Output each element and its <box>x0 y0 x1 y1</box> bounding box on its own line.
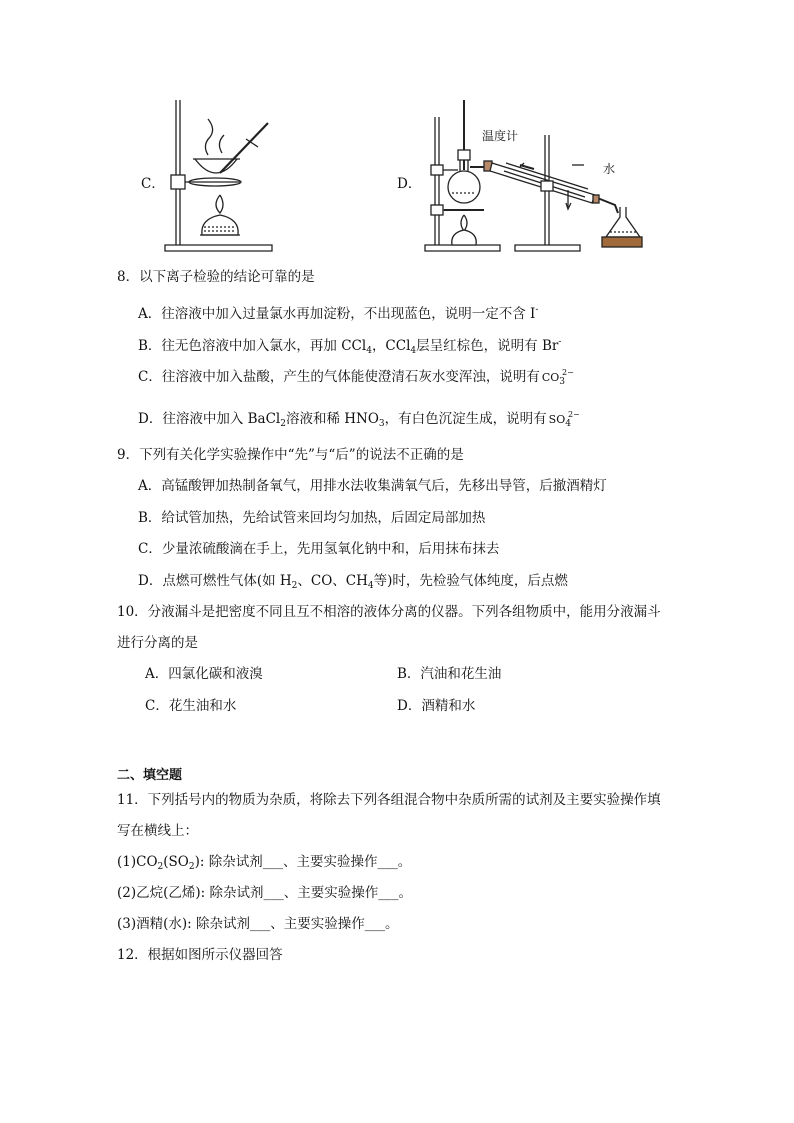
figure-c-label: C． <box>141 176 165 192</box>
carbonate-ion: $CO_3^{2-}$ <box>541 368 574 387</box>
q11-stem-line2: 写在横线上： <box>117 823 198 839</box>
q8-option-c: C．往溶液中加入盐酸，产生的气体能使澄清石灰水变浑浊，说明有 $CO_3^{2-}$ <box>138 368 574 387</box>
q9-option-d: D．点燃可燃性气体(如 $H_2$、CO、$CH_4$等)时，先检验气体纯度，后点燃 <box>138 573 568 591</box>
sulfate-ion: $SO_4^{2-}$ <box>548 410 580 429</box>
figure-d-distillation-apparatus <box>420 95 650 260</box>
q9-stem: 9．下列有关化学实验操作中“先”与“后”的说法不正确的是 <box>117 447 464 463</box>
q9-option-a: A．高锰酸钾加热制备氧气，用排水法收集满氧气后，先移出导管，后撤酒精灯 <box>138 478 607 494</box>
q10-stem-line1: 10．分液漏斗是把密度不同且互不相溶的液体分离的仪器。下列各组物质中，能用分液漏斗 <box>117 604 661 620</box>
q11-item-3: (3)酒精(水): 除杂试剂___、主要实验操作___。 <box>117 916 399 932</box>
q10-option-c: C．花生油和水 <box>145 698 237 714</box>
q10-option-a: A．四氯化碳和液溴 <box>145 666 263 682</box>
q11-item-1: $(1)CO_2(SO_2)$: 除杂试剂___、主要实验操作___。 <box>117 854 412 872</box>
figure-c-evaporation-apparatus <box>160 95 280 255</box>
q9-option-b: B．给试管加热，先给试管来回均匀加热，后固定局部加热 <box>138 510 486 526</box>
figure-d-label: D． <box>397 176 422 192</box>
q8-option-a: A．往溶液中加入过量氯水再加淀粉，不出现蓝色，说明一定不含 I- <box>138 305 539 322</box>
water-label: 水 <box>603 162 616 176</box>
q9-option-c: C．少量浓硫酸滴在手上，先用氢氧化钠中和，后用抹布抹去 <box>138 541 500 557</box>
q11-stem-line1: 11．下列括号内的物质为杂质，将除去下列各组混合物中杂质所需的试剂及主要实验操作填 <box>117 792 661 808</box>
q10-stem-line2: 进行分离的是 <box>117 635 198 651</box>
q10-option-b: B．汽油和花生油 <box>397 666 502 682</box>
q11-item-2: (2)乙烷(乙烯): 除杂试剂___、主要实验操作___。 <box>117 885 412 901</box>
q12-stem: 12．根据如图所示仪器回答 <box>117 947 283 963</box>
q10-option-d: D．酒精和水 <box>397 698 476 714</box>
q8-option-b: B．往无色溶液中加入氯水，再加 CCl$_4$，CCl$_4$层呈红棕色，说明有 Br- <box>138 337 562 356</box>
section-title-fill-in: 二、填空题 <box>117 768 183 783</box>
q8-option-d: D．往溶液中加入 BaCl$_2$溶液和稀 $HNO_3$，有白色沉淀生成，说明有 $SO_4^{2-}$ <box>138 410 580 429</box>
q8-stem: 8．以下离子检验的结论可靠的是 <box>117 269 315 285</box>
thermometer-label: 温度计 <box>482 129 519 143</box>
